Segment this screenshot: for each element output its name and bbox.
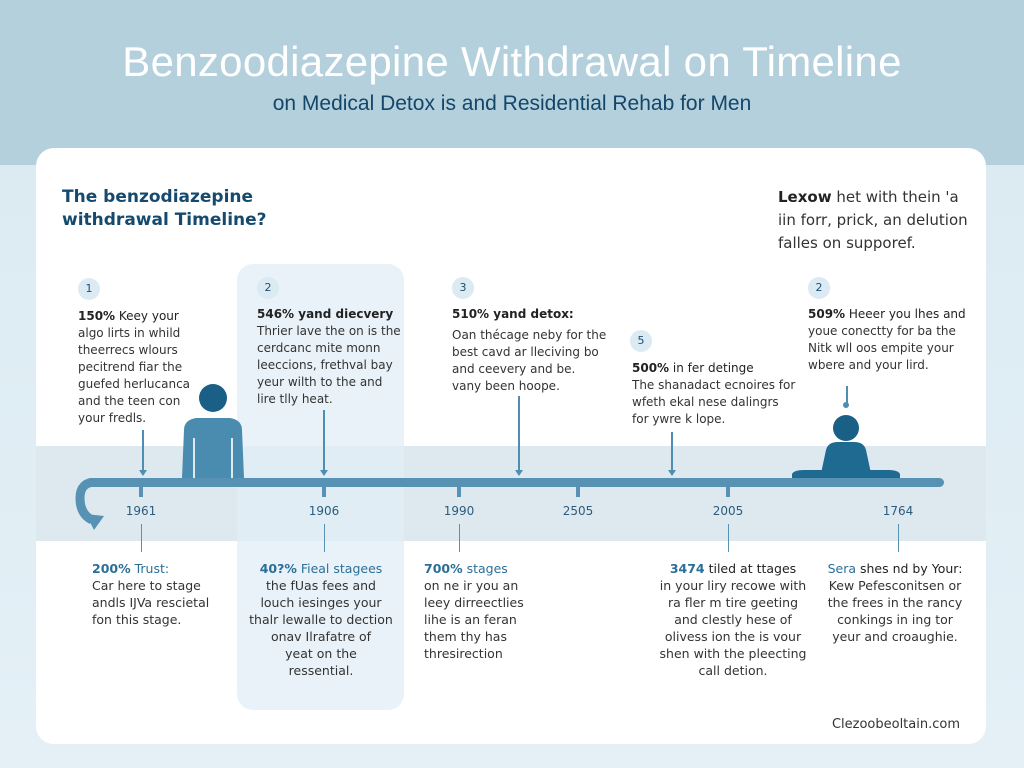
intro-line: iin forr, prick, an delution xyxy=(778,211,968,229)
stage-line: shen with the pleecting xyxy=(659,646,807,661)
stage-line: vany been hoope. xyxy=(452,379,560,393)
stage-line: in your liry recowe with xyxy=(659,578,807,593)
arrow-down-icon xyxy=(515,470,523,476)
stage-title: stages xyxy=(462,561,508,576)
axis-tick xyxy=(322,487,326,497)
connector-line xyxy=(728,524,729,552)
stage-line: the frees in the rancy xyxy=(827,595,963,610)
stage-line: Nitk wll oos empite your xyxy=(808,341,954,355)
year-label: 1764 xyxy=(882,504,914,518)
upper-stage-5 xyxy=(808,306,968,374)
axis-tick xyxy=(457,487,461,497)
year-label: 2505 xyxy=(562,504,594,518)
lower-stage-2 xyxy=(246,560,396,679)
intro-line: het with thein 'a xyxy=(831,188,959,206)
stage-line: algo lirts in whild xyxy=(78,326,181,340)
stage-title: shes nd by Your: xyxy=(856,561,963,576)
stage-line: The shanadact ecnoires for xyxy=(632,378,796,392)
stage-percent: 40?% xyxy=(259,561,297,576)
connector-line xyxy=(323,410,325,472)
connector-line xyxy=(459,524,460,552)
heading-line: The benzodiazepine xyxy=(62,187,254,207)
lower-stage-4 xyxy=(648,560,818,679)
stage-line: ra fler m tire geeting xyxy=(667,595,799,610)
stage-percent: 500% xyxy=(632,361,670,375)
stage-line: youe conectty for ba the xyxy=(808,324,956,338)
stage-title: tiled at ttages xyxy=(704,561,797,576)
stage-line: theerrecs wlours xyxy=(78,343,178,357)
connector-line xyxy=(518,396,520,472)
stage-line: leeccions, frethval bay xyxy=(257,358,393,372)
stage-line: leey dirreectlies xyxy=(424,595,524,610)
stage-line: best cavd ar lleciving bo xyxy=(452,345,599,359)
stage-line: wbere and your lird. xyxy=(808,358,929,372)
stage-number: 1 xyxy=(78,278,100,300)
stage-line: olivess ion the is vour xyxy=(664,629,802,644)
arrow-down-icon xyxy=(668,470,676,476)
timeline-card xyxy=(36,148,986,744)
stage-title: Trust: xyxy=(130,561,170,576)
stage-title: Fieal stagees xyxy=(296,561,383,576)
stage-line: conkings in ing tor xyxy=(837,612,953,627)
lower-stage-5 xyxy=(820,560,970,645)
stage-line: Car here to stage xyxy=(92,578,201,593)
stage-percent: 200% xyxy=(92,561,131,576)
stage-line: Oan thécage neby for the xyxy=(452,328,607,342)
stage-line: onav Ilrafatre of xyxy=(270,629,372,644)
upper-stage-3 xyxy=(452,306,612,395)
stage-line: the fUas fees and xyxy=(266,578,376,593)
year-label: 1990 xyxy=(443,504,475,518)
stage-title: yand diecvery xyxy=(294,307,394,321)
stage-percent: 700% xyxy=(424,561,463,576)
person-icon xyxy=(176,380,250,480)
year-label: 2005 xyxy=(712,504,744,518)
intro-text xyxy=(778,186,978,255)
stage-line: fon this stage. xyxy=(92,612,182,627)
axis-tick xyxy=(576,487,580,497)
stage-line: yeur wilth to the and xyxy=(257,375,383,389)
stage-percent: Sera xyxy=(827,561,857,576)
stage-number: 3 xyxy=(452,277,474,299)
stage-percent: 3474 xyxy=(669,561,705,576)
upper-stage-4 xyxy=(632,360,802,428)
connector-line xyxy=(898,524,899,552)
timeline-axis xyxy=(86,478,944,487)
stage-number: 2 xyxy=(257,277,279,299)
stage-line: for ywre k lope. xyxy=(632,412,726,426)
page-title: Benzoodiazepine Withdrawal on Timeline xyxy=(122,38,902,85)
intro-bold: Lexow xyxy=(778,188,832,206)
stage-line: lihe is an feran xyxy=(424,612,517,627)
axis-tick xyxy=(139,487,143,497)
stage-percent: 509% xyxy=(808,307,846,321)
stage-line: andls IJVa rescietal xyxy=(92,595,210,610)
axis-tick xyxy=(726,487,730,497)
stage-line: and the teen con xyxy=(78,394,181,408)
stage-line: ressential. xyxy=(288,663,354,678)
stage-line: guefed herlucanca xyxy=(78,377,191,391)
person-at-desk-icon xyxy=(790,412,902,482)
connector-line xyxy=(324,524,325,552)
stage-title: Keey your xyxy=(115,309,179,323)
stage-line: thresirection xyxy=(424,646,503,661)
upper-stage-2 xyxy=(257,306,407,408)
stage-title: Heeer you lhes and xyxy=(845,307,966,321)
stage-line: Thrier lave the on is the xyxy=(257,324,401,338)
stage-line: Kew Pefesconitsen or xyxy=(828,578,962,593)
year-label: 1906 xyxy=(308,504,340,518)
heading-line: withdrawal Timeline? xyxy=(62,210,267,230)
stage-line: yeur and croaughie. xyxy=(832,629,958,644)
stage-line: call detion. xyxy=(698,663,768,678)
stage-number: 5 xyxy=(630,330,652,352)
stage-line: and ceevery and be. xyxy=(452,362,576,376)
stage-percent: 510% xyxy=(452,307,490,321)
stage-line: louch iesinges your xyxy=(260,595,382,610)
connector-line xyxy=(671,432,673,472)
stage-percent: 150% xyxy=(78,309,116,323)
stage-number: 2 xyxy=(808,277,830,299)
lower-stage-1 xyxy=(92,560,222,628)
card-heading xyxy=(62,186,302,232)
stage-line: on ne ir you an xyxy=(424,578,519,593)
year-label: 1961 xyxy=(125,504,157,518)
stage-line: lire tlly heat. xyxy=(257,392,333,406)
stage-title: in fer detinge xyxy=(669,361,754,375)
stage-title: yand detox: xyxy=(489,307,574,321)
lower-stage-3 xyxy=(424,560,554,662)
connector-line xyxy=(141,524,142,552)
connector-line xyxy=(142,430,144,472)
stage-line: thalr lewalle to dection xyxy=(249,612,393,627)
stage-line: and clestly hese of xyxy=(674,612,792,627)
stage-line: your fredls. xyxy=(78,411,147,425)
stage-line: yeat on the xyxy=(285,646,357,661)
arrow-down-icon xyxy=(320,470,328,476)
arrow-down-icon xyxy=(139,470,147,476)
intro-line: falles on supporef. xyxy=(778,234,916,252)
stage-percent: 546% xyxy=(257,307,295,321)
connector-dot xyxy=(843,402,849,408)
page-subtitle: on Medical Detox is and Residential Rehab for Men xyxy=(272,92,752,115)
stage-line: wfeth ekal nese dalingrs xyxy=(632,395,779,409)
footer-url: Clezoobeoltain.com xyxy=(831,717,960,732)
stage-line: them thy has xyxy=(424,629,507,644)
stage-line: pecitrend fiar the xyxy=(78,360,183,374)
return-arrow-icon xyxy=(74,478,114,530)
stage-line: cerdcanc mite monn xyxy=(257,341,381,355)
